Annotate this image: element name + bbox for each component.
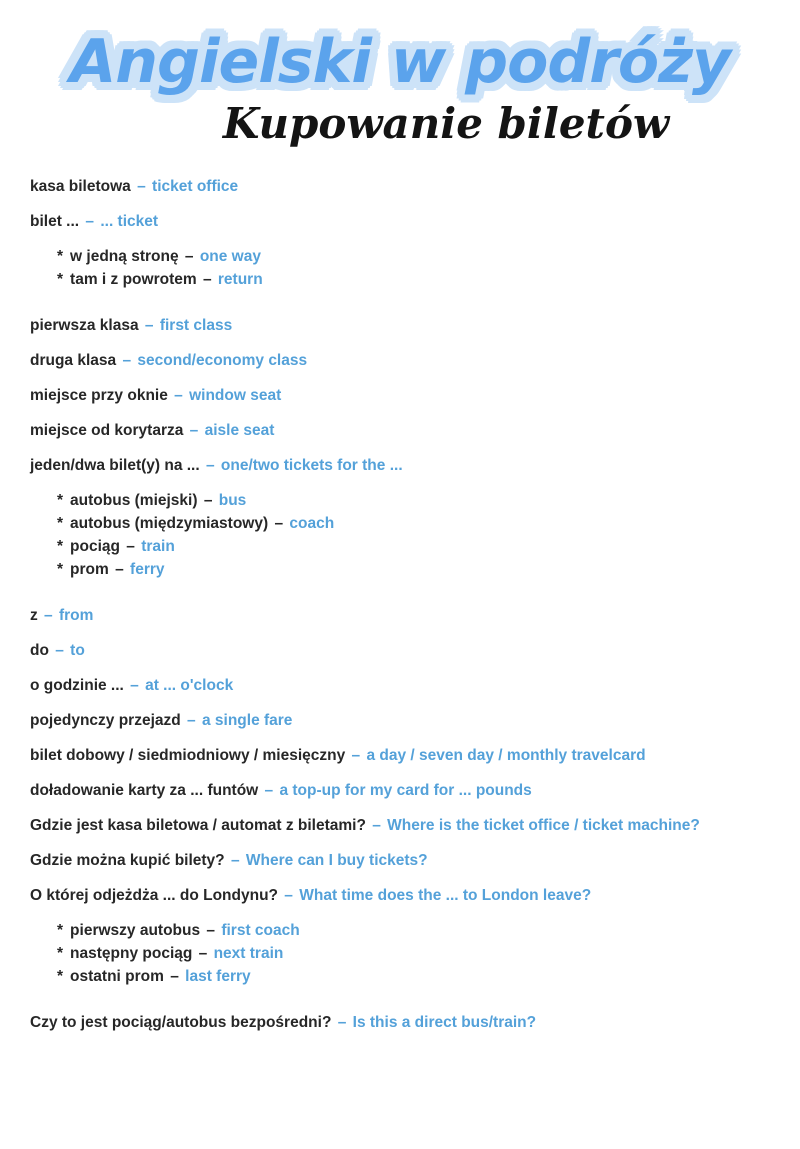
polish-term: miejsce przy oknie [30,387,168,404]
english-translation: one way [199,248,261,265]
vocab-row [30,559,800,581]
vocab-row [30,1012,800,1034]
english-translation: Is this a direct bus/train? [352,1014,537,1031]
polish-term: pociąg [70,538,120,555]
vocab-row [30,513,800,535]
bullet-asterisk: * [57,945,64,962]
separator-dash: – [182,712,200,729]
bullet-asterisk: * [57,248,64,265]
separator-dash: – [194,945,212,962]
english-translation: first coach [221,922,300,939]
separator-dash: – [333,1014,351,1031]
english-translation: train [141,538,175,555]
bullet-asterisk: * [57,968,64,985]
separator-dash: – [280,887,298,904]
vocab-row [30,211,800,233]
english-translation: ticket office [152,178,239,195]
polish-term: o godzinie ... [30,677,124,694]
polish-term: autobus (miejski) [70,492,198,509]
vocab-row [30,640,800,662]
vocab-row [30,490,800,512]
english-translation: to [70,642,85,659]
polish-term: z [30,607,38,624]
separator-dash: – [39,607,57,624]
english-translation: a top-up for my card for ... pounds [279,782,532,799]
polish-term: pierwszy autobus [70,922,201,939]
vocab-row [30,455,800,477]
vocab-row [30,815,800,837]
english-translation: Where is the ticket office / ticket machine? [387,817,700,834]
english-translation: ... ticket [100,213,159,230]
polish-term: pierwsza klasa [30,317,139,334]
separator-dash: – [118,352,136,369]
bullet-asterisk: * [57,561,64,578]
vocab-row [30,675,800,697]
separator-dash: – [202,922,220,939]
english-translation: a day / seven day / monthly travelcard [366,747,646,764]
separator-dash: – [270,515,288,532]
polish-term: ostatni prom [70,968,164,985]
vocab-row [30,420,800,442]
vocab-list [0,176,800,1047]
english-translation: window seat [189,387,282,404]
separator-dash: – [260,782,278,799]
vocab-row [30,315,800,337]
vocab-row [30,710,800,732]
page-title: Angielski w podróży [69,27,731,97]
english-translation: ferry [130,561,165,578]
vocab-row [30,920,800,942]
polish-term: jeden/dwa bilet(y) na ... [30,457,200,474]
page-subtitle: Kupowanie biletów [222,99,670,148]
bullet-asterisk: * [57,515,64,532]
separator-dash: – [180,248,198,265]
polish-term: Czy to jest pociąg/autobus bezpośredni? [30,1014,332,1031]
bullet-asterisk: * [57,492,64,509]
separator-dash: – [169,387,188,404]
english-translation: one/two tickets for the ... [220,457,403,474]
vocab-row [30,885,800,907]
separator-dash: – [132,178,151,195]
english-translation: second/economy class [137,352,308,369]
polish-term: miejsce od korytarza [30,422,184,439]
vocab-row [30,943,800,965]
separator-dash: – [122,538,140,555]
separator-dash: – [110,561,129,578]
english-translation: What time does the ... to London leave? [299,887,592,904]
polish-term: Gdzie można kupić bilety? [30,852,225,869]
polish-term: prom [70,561,109,578]
polish-term: autobus (międzymiastowy) [70,515,269,532]
english-translation: Where can I buy tickets? [245,852,428,869]
polish-term: Gdzie jest kasa biletowa / automat z biletami? [30,817,366,834]
vocab-row [30,745,800,767]
english-translation: from [58,607,94,624]
english-translation: return [217,271,263,288]
bullet-asterisk: * [57,922,64,939]
separator-dash: – [198,271,216,288]
polish-term: bilet ... [30,213,80,230]
separator-dash: – [199,492,217,509]
vocab-row [30,176,800,198]
polish-term: w jedną stronę [70,248,179,265]
separator-dash: – [201,457,219,474]
polish-term: tam i z powrotem [70,271,197,288]
polish-term: pojedynczy przejazd [30,712,181,729]
english-translation: coach [289,515,335,532]
separator-dash: – [81,213,99,230]
polish-term: bilet dobowy / siedmiodniowy / miesięczny [30,747,346,764]
english-translation: last ferry [185,968,251,985]
vocab-row [30,850,800,872]
vocab-row [30,246,800,268]
vocab-row [30,269,800,291]
separator-dash: – [347,747,365,764]
separator-dash: – [140,317,158,334]
vocab-row [30,536,800,558]
vocab-row [30,780,800,802]
separator-dash: – [50,642,69,659]
polish-term: doładowanie karty za ... funtów [30,782,259,799]
english-translation: first class [159,317,233,334]
polish-term: kasa biletowa [30,178,131,195]
separator-dash: – [125,677,144,694]
polish-term: do [30,642,49,659]
bullet-asterisk: * [57,271,64,288]
polish-term: następny pociąg [70,945,193,962]
vocab-row [30,966,800,988]
english-translation: a single fare [201,712,293,729]
english-translation: next train [213,945,284,962]
polish-term: druga klasa [30,352,117,369]
separator-dash: – [226,852,244,869]
vocab-row [30,605,800,627]
vocab-row [30,350,800,372]
separator-dash: – [185,422,203,439]
bullet-asterisk: * [57,538,64,555]
separator-dash: – [367,817,386,834]
worksheet-page [0,18,800,1149]
english-translation: at ... o'clock [145,677,234,694]
english-translation: bus [218,492,247,509]
polish-term: O której odjeżdża ... do Londynu? [30,887,278,904]
vocab-row [30,385,800,407]
separator-dash: – [165,968,184,985]
english-translation: aisle seat [204,422,275,439]
